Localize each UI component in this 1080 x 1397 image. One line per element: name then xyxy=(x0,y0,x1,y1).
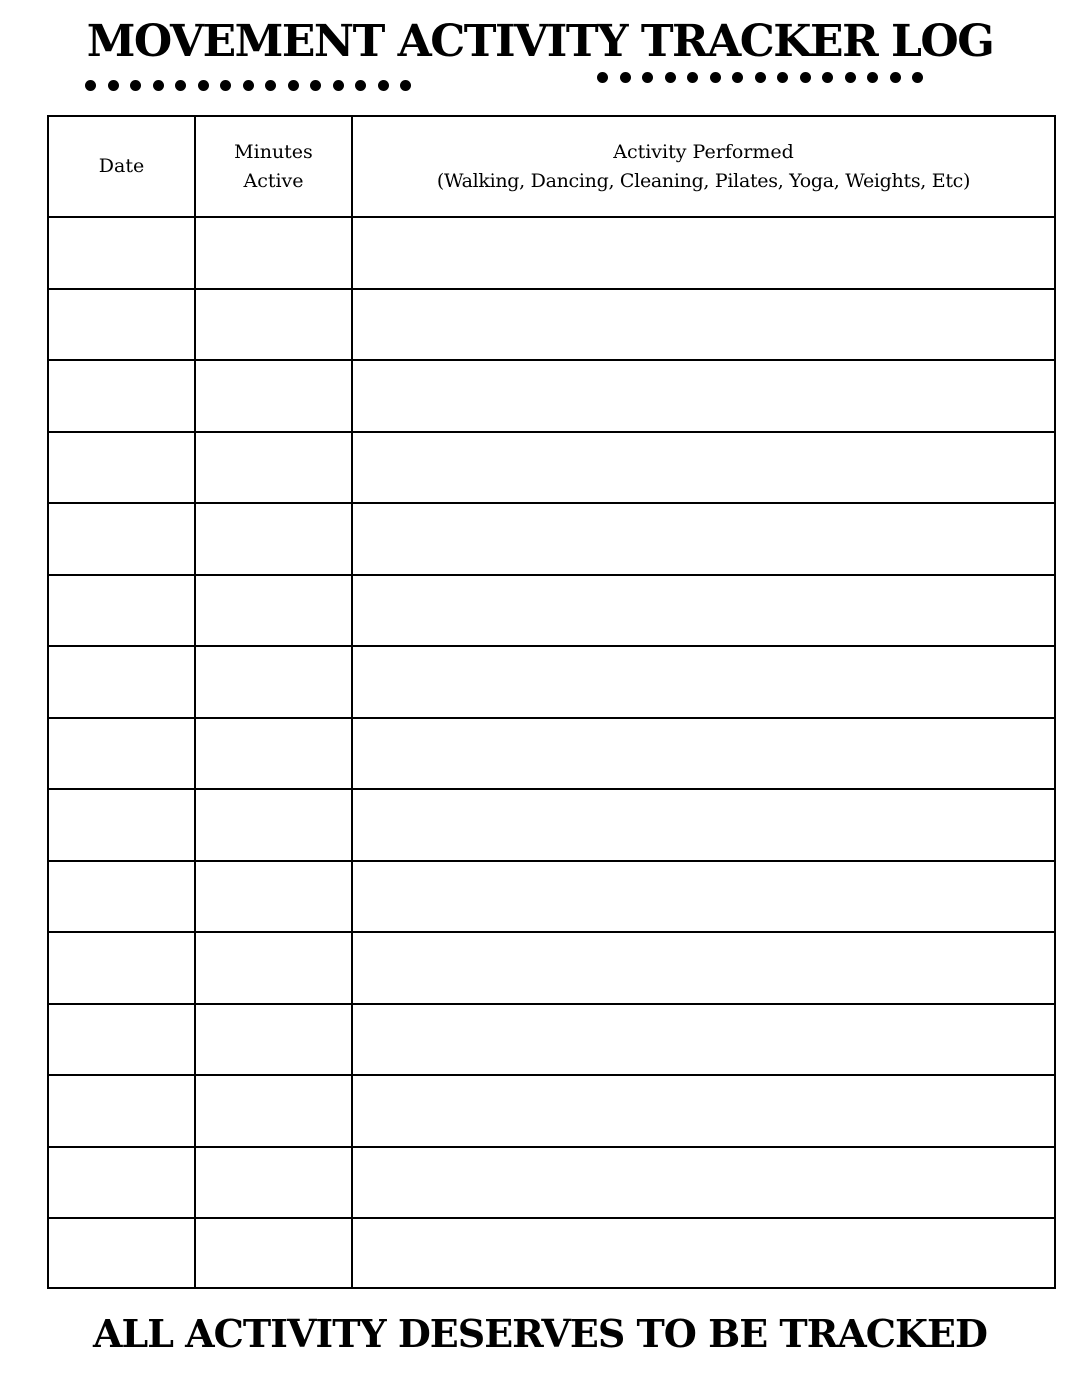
cell-activity[interactable] xyxy=(353,647,1054,717)
cell-activity[interactable] xyxy=(353,576,1054,646)
dot-ornament xyxy=(333,80,344,91)
cell-activity[interactable] xyxy=(353,1148,1054,1218)
cell-activity[interactable] xyxy=(353,433,1054,503)
dot-ornament xyxy=(665,72,676,83)
dot-ornament xyxy=(153,80,164,91)
cell-activity[interactable] xyxy=(353,790,1054,860)
table-row xyxy=(49,576,1054,646)
cell-date[interactable] xyxy=(49,790,194,860)
dot-ornament xyxy=(85,80,96,91)
column-header-activity-label: Activity Performed xyxy=(613,140,794,163)
cell-minutes[interactable] xyxy=(196,361,351,431)
dot-ornament xyxy=(687,72,698,83)
dot-ornament xyxy=(220,80,231,91)
cell-minutes[interactable] xyxy=(196,933,351,1003)
cell-date[interactable] xyxy=(49,1219,194,1289)
cell-activity[interactable] xyxy=(353,1005,1054,1075)
activity-log-table xyxy=(47,115,1056,1289)
cell-activity[interactable] xyxy=(353,719,1054,789)
column-header-activity-examples: (Walking, Dancing, Cleaning, Pilates, Yoga, Weights, Etc) xyxy=(436,169,971,192)
table-row xyxy=(49,218,1054,288)
cell-minutes[interactable] xyxy=(196,433,351,503)
column-header-minutes-label: Minutes xyxy=(234,140,313,163)
dot-ornament xyxy=(822,72,833,83)
cell-activity[interactable] xyxy=(353,218,1054,288)
cell-activity[interactable] xyxy=(353,504,1054,574)
cell-date[interactable] xyxy=(49,1005,194,1075)
cell-minutes[interactable] xyxy=(196,647,351,717)
cell-activity[interactable] xyxy=(353,933,1054,1003)
page-title: MOVEMENT ACTIVITY TRACKER LOG xyxy=(86,16,994,67)
table-row xyxy=(49,504,1054,574)
column-header-active-label: Active xyxy=(243,169,304,192)
table-row xyxy=(49,719,1054,789)
cell-date[interactable] xyxy=(49,933,194,1003)
dot-ornament xyxy=(800,72,811,83)
column-header-date xyxy=(49,117,194,216)
cell-minutes[interactable] xyxy=(196,1148,351,1218)
dot-ornament xyxy=(288,80,299,91)
cell-minutes[interactable] xyxy=(196,1076,351,1146)
table-row xyxy=(49,933,1054,1003)
dot-ornament xyxy=(867,72,878,83)
table-row xyxy=(49,1076,1054,1146)
cell-minutes[interactable] xyxy=(196,790,351,860)
table-row xyxy=(49,1005,1054,1075)
cell-date[interactable] xyxy=(49,862,194,932)
cell-date[interactable] xyxy=(49,1148,194,1218)
dot-ornament xyxy=(845,72,856,83)
dot-ornament xyxy=(108,80,119,91)
dot-ornament xyxy=(265,80,276,91)
cell-activity[interactable] xyxy=(353,361,1054,431)
cell-date[interactable] xyxy=(49,504,194,574)
dot-ornament xyxy=(890,72,901,83)
dot-ornament xyxy=(732,72,743,83)
cell-date[interactable] xyxy=(49,433,194,503)
footer-slogan: ALL ACTIVITY DESERVES TO BE TRACKED xyxy=(93,1311,987,1356)
cell-date[interactable] xyxy=(49,576,194,646)
column-header-activity-performed xyxy=(353,117,1054,216)
dot-ornament xyxy=(175,80,186,91)
decorative-dots-left xyxy=(85,80,411,91)
cell-activity[interactable] xyxy=(353,290,1054,360)
dot-ornament xyxy=(912,72,923,83)
cell-minutes[interactable] xyxy=(196,719,351,789)
cell-date[interactable] xyxy=(49,1076,194,1146)
cell-activity[interactable] xyxy=(353,862,1054,932)
table-row xyxy=(49,790,1054,860)
decorative-dots-right xyxy=(597,72,923,83)
dot-ornament xyxy=(642,72,653,83)
cell-minutes[interactable] xyxy=(196,218,351,288)
cell-activity[interactable] xyxy=(353,1219,1054,1289)
dot-ornament xyxy=(355,80,366,91)
dot-ornament xyxy=(400,80,411,91)
dot-ornament xyxy=(620,72,631,83)
table-row xyxy=(49,1219,1054,1289)
dot-ornament xyxy=(378,80,389,91)
cell-minutes[interactable] xyxy=(196,504,351,574)
cell-date[interactable] xyxy=(49,719,194,789)
cell-date[interactable] xyxy=(49,361,194,431)
dot-ornament xyxy=(310,80,321,91)
dot-ornament xyxy=(777,72,788,83)
cell-date[interactable] xyxy=(49,290,194,360)
dot-ornament xyxy=(710,72,721,83)
cell-minutes[interactable] xyxy=(196,576,351,646)
dot-ornament xyxy=(243,80,254,91)
dot-ornament xyxy=(198,80,209,91)
table-row xyxy=(49,862,1054,932)
cell-minutes[interactable] xyxy=(196,1219,351,1289)
dot-ornament xyxy=(130,80,141,91)
cell-date[interactable] xyxy=(49,218,194,288)
table-row xyxy=(49,1148,1054,1218)
column-header-date-label: Date xyxy=(98,155,145,177)
table-row xyxy=(49,433,1054,503)
column-header-minutes-active xyxy=(196,117,351,216)
dot-ornament xyxy=(755,72,766,83)
cell-activity[interactable] xyxy=(353,1076,1054,1146)
cell-date[interactable] xyxy=(49,647,194,717)
cell-minutes[interactable] xyxy=(196,1005,351,1075)
dot-ornament xyxy=(597,72,608,83)
table-row xyxy=(49,647,1054,717)
table-row xyxy=(49,290,1054,360)
cell-minutes[interactable] xyxy=(196,862,351,932)
cell-minutes[interactable] xyxy=(196,290,351,360)
table-row xyxy=(49,361,1054,431)
